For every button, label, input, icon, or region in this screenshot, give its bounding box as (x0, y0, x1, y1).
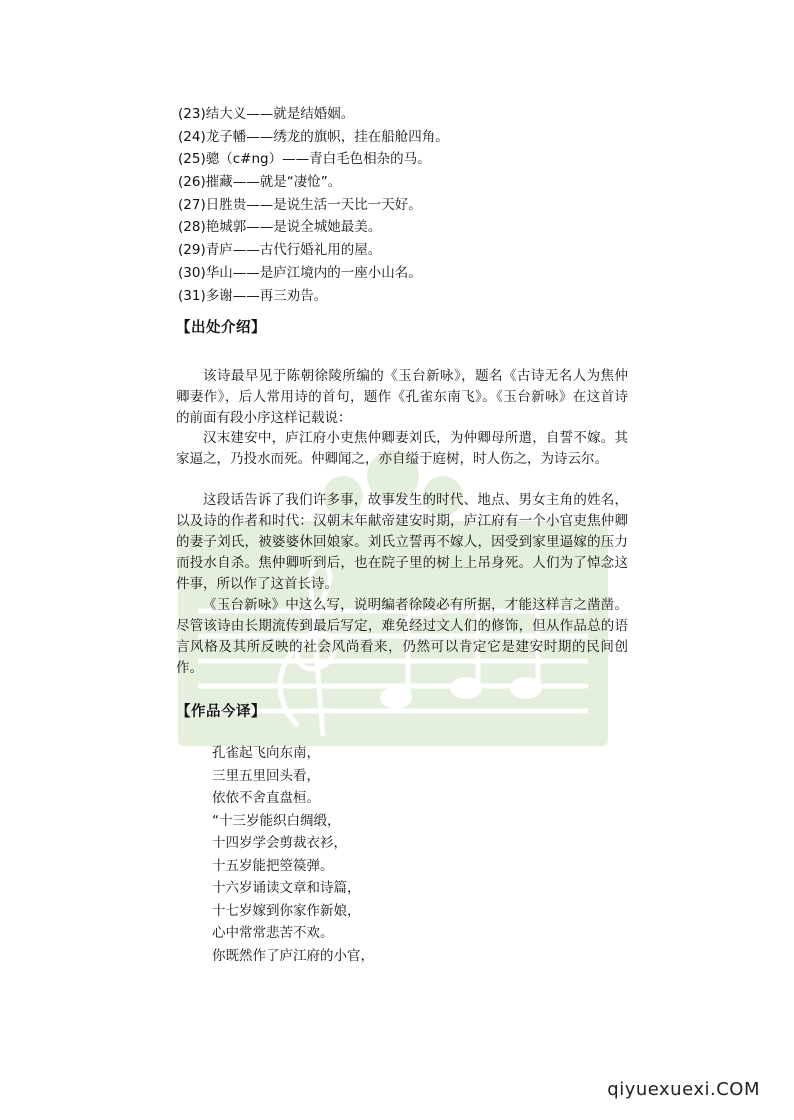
annotation-item: (28)艳城郭——是说全城她最美。 (178, 219, 382, 236)
translation-heading: 【作品今译】 (176, 704, 266, 720)
annotation-item: (26)摧藏——就是“凄怆”。 (178, 174, 342, 191)
preface-quote (176, 428, 628, 470)
poem-line: 心中常常悲苦不欢。 (212, 925, 334, 941)
annotation-item: (23)结大义——就是结婚姻。 (178, 106, 355, 122)
annotation-item: (25)骢（c#ng）——青白毛色相杂的马。 (178, 151, 431, 168)
annotation-item: (27)日胜贵——是说生活一天比一天好。 (178, 196, 422, 213)
source-paragraph-1 (176, 366, 628, 429)
paragraph-text: 《玉台新咏》中这么写，说明编者徐陵必有所据，才能这样言之凿凿。尽管该诗由长期流传到最后写定，难免经过文人们的修饰，但从作品总的语言风格及其所反映的社会风尚看来，仍然可以肯定它是建安时期的民间创作。 (176, 597, 628, 676)
source-paragraph-3 (176, 595, 628, 679)
annotation-item: (29)青庐——古代行婚礼用的屋。 (178, 242, 382, 259)
paragraph-text: 汉末建安中，庐江府小吏焦仲卿妻刘氏，为仲卿母所遣，自誓不嫁。其家逼之，乃投水而死。仲卿闻之，亦自缢于庭树，时人伤之，为诗云尔。 (176, 430, 628, 467)
poem-line: 十六岁诵读文章和诗篇， (212, 880, 361, 896)
paragraph-text: 这段话告诉了我们许多事，故事发生的时代、地点、男女主角的姓名，以及诗的作者和时代：汉朝末年献帝建安时期，庐江府有一个小官吏焦仲卿的妻子刘氏，被婆婆休回娘家。刘氏立誓再不嫁人，因受到家里逼嫁的压力而投水自杀。焦仲卿听到后，也在院子里的树上上吊身死。人们为了悼念这件事，所以作了这首长诗。 (176, 492, 628, 592)
poem-line: “十三岁能织白绸缎， (212, 812, 341, 829)
poem-line: 十七岁嫁到你家作新娘， (212, 902, 361, 919)
source-heading: 【出处介绍】 (176, 320, 266, 336)
annotation-item: (31)多谢——再三劝告。 (178, 287, 328, 304)
poem-line: 依依不舍直盘桓。 (212, 790, 320, 806)
annotation-item: (24)龙子幡——绣龙的旗帜，挂在船舱四角。 (178, 128, 449, 145)
annotation-item: (30)华山——是庐江境内的一座小山名。 (178, 264, 422, 281)
paragraph-text: 该诗最早见于陈朝徐陵所编的《玉台新咏》，题名《古诗无名人为焦仲卿妻作》，后人常用诗的首句，题作《孔雀东南飞》。《玉台新咏》在这首诗的前面有段小序这样记载说： (176, 368, 628, 426)
poem-line: 十四岁学会剪裁衣衫， (212, 835, 347, 851)
translation-poem (212, 742, 374, 967)
site-watermark-text: qiyuexuexi.COM (607, 1079, 760, 1100)
source-paragraph-2 (176, 490, 628, 595)
poem-line: 孔雀起飞向东南， (212, 745, 320, 761)
poem-line: 三里五里回头看， (212, 767, 320, 784)
poem-line: 十五岁能把箜篌弹。 (212, 857, 334, 874)
annotation-list (178, 103, 678, 307)
poem-line: 你既然作了庐江府的小官， (212, 947, 374, 964)
